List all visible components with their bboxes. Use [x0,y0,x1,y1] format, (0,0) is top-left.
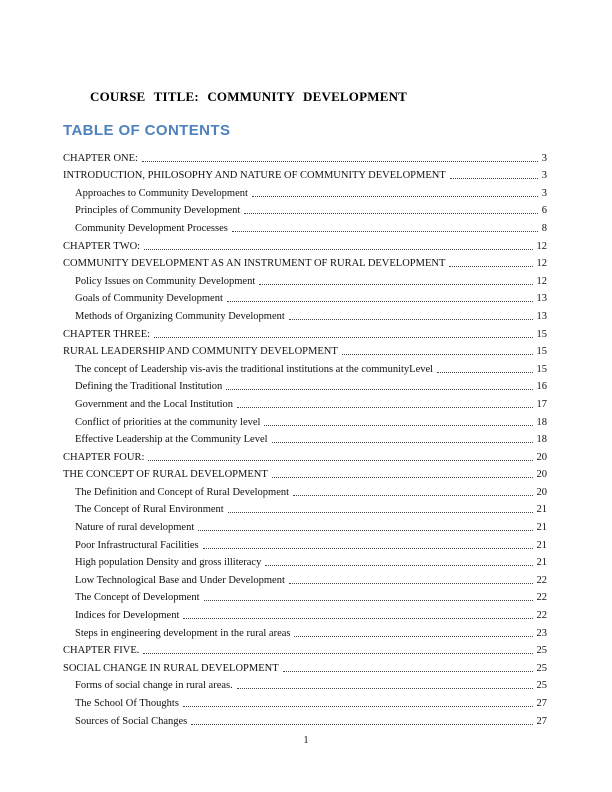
toc-entry-page: 21 [536,539,547,551]
dotted-leader [272,472,533,478]
toc-entry-label: The Definition and Concept of Rural Development [75,486,290,498]
toc-entry-label: Government and the Local Institution [75,398,234,410]
toc-entry[interactable] [63,534,547,552]
toc-entry[interactable] [63,429,547,447]
dotted-leader [265,560,532,566]
toc-entry-label: Goals of Community Development [75,293,223,305]
course-title: COURSE TITLE: COMMUNITY DEVELOPMENT [90,89,408,104]
dotted-leader [252,191,538,197]
toc-entry[interactable] [63,692,547,710]
toc-entry[interactable] [63,552,547,570]
toc-entry[interactable] [63,200,547,218]
toc-entry-page: 22 [536,610,547,622]
toc-entry-label: CHAPTER FOUR: [63,451,145,463]
toc-entry-label: Defining the Traditional Institution [75,381,223,393]
toc-entry[interactable] [63,604,547,622]
toc-entry[interactable] [63,464,547,482]
toc-entry-label: Principles of Community Development [75,205,241,217]
toc-entry-label: Low Technological Base and Under Development [75,574,285,586]
dotted-leader [294,631,532,637]
dotted-leader [154,332,532,338]
toc-entry-page: 8 [541,222,547,234]
toc-entry-label: Indices for Development [75,610,180,622]
footer-page-number: 1 [303,735,309,746]
dotted-leader [342,349,533,355]
toc-entry-page: 21 [536,557,547,569]
toc-entry[interactable] [63,165,547,183]
dotted-leader [226,384,532,390]
toc-entry-page: 15 [536,346,547,358]
dotted-leader [283,666,533,672]
toc-entry-label: COMMUNITY DEVELOPMENT AS AN INSTRUMENT OF RURAL DEVELOPMENT [63,258,446,270]
toc-entry-label: Nature of rural development [75,522,195,534]
toc-entry-label: Sources of Social Changes [75,715,188,727]
toc-entry[interactable] [63,182,547,200]
toc-entry-label: INTRODUCTION, PHILOSOPHY AND NATURE OF COMMUNITY DEVELOPMENT [63,170,446,182]
toc-entry[interactable] [63,376,547,394]
toc-entry-label: The Concept of Development [75,592,200,604]
toc-entry-page: 20 [536,469,547,481]
toc-entry-label: The School Of Thoughts [75,698,179,709]
toc-entry-page: 22 [536,592,547,604]
toc-entry-page: 3 [541,187,547,199]
toc-entry[interactable] [63,253,547,271]
toc-entry-label: Approaches to Community Development [75,187,248,199]
toc-entry-page: 17 [536,398,547,410]
toc-entry-label: RURAL LEADERSHIP AND COMMUNITY DEVELOPMENT [63,346,338,358]
dotted-leader [203,543,533,549]
toc-entry-label: Steps in engineering development in the rural areas [75,627,291,639]
dotted-leader [198,525,532,531]
toc-entry[interactable] [63,393,547,411]
toc-list [63,147,547,728]
toc-entry-label: CHAPTER TWO: [63,240,141,252]
dotted-leader [232,226,538,232]
dotted-leader [144,244,532,250]
toc-entry-page: 12 [536,275,547,287]
toc-entry-label: Poor Infrastructural Facilities [75,539,199,551]
toc-entry[interactable] [63,446,547,464]
toc-entry-label: Methods of Organizing Community Development [75,310,285,322]
toc-entry[interactable] [63,358,547,376]
toc-entry-page: 13 [536,293,547,305]
toc-entry[interactable] [63,323,547,341]
toc-entry-label: Community Development Processes [75,222,228,234]
toc-entry[interactable] [63,288,547,306]
toc-entry[interactable] [63,411,547,429]
toc-entry-page: 21 [536,504,547,516]
dotted-leader [228,507,533,513]
toc-entry-label: The concept of Leadership vis-avis the traditional institutions at the communityLevel [75,363,434,375]
toc-entry-label: Conflict of priorities at the community level [75,416,261,428]
toc-entry[interactable] [63,640,547,658]
dotted-leader [237,402,532,408]
toc-entry[interactable] [63,710,547,728]
dotted-leader [191,719,532,725]
toc-entry[interactable] [63,235,547,253]
toc-entry-page: 6 [541,205,547,217]
toc-entry-page: 12 [536,240,547,252]
dotted-leader [289,314,533,320]
toc-entry-label: Policy Issues on Community Development [75,275,256,287]
toc-entry-label: CHAPTER THREE: [63,328,151,340]
toc-entry[interactable] [63,516,547,534]
toc-entry-page: 13 [536,310,547,322]
toc-entry-page: 18 [536,416,547,428]
dotted-leader [449,261,532,267]
toc-entry[interactable] [63,675,547,693]
toc-entry-page: 22 [536,574,547,586]
toc-entry-label: Effective Leadership at the Community Level [75,434,268,446]
toc-entry[interactable] [63,587,547,605]
toc-entry-page: 16 [536,381,547,393]
dotted-leader [183,613,532,619]
dotted-leader [272,437,533,443]
toc-entry-page: 12 [536,258,547,270]
toc-entry-page: 3 [541,152,547,164]
toc-entry[interactable] [63,217,547,235]
dotted-leader [289,578,533,584]
dotted-leader [437,367,532,373]
dotted-leader [293,490,532,496]
toc-entry-page: 27 [536,698,547,709]
toc-entry[interactable] [63,305,547,323]
toc-entry-page: 18 [536,434,547,446]
dotted-leader [142,156,538,162]
toc-entry[interactable] [63,569,547,587]
toc-entry-page: 20 [536,451,547,463]
dotted-leader [237,683,533,689]
dotted-leader [143,648,532,654]
toc-entry-page: 27 [536,715,547,727]
toc-entry-page: 15 [536,363,547,375]
toc-entry-page: 3 [541,170,547,182]
toc-entry-label: The Concept of Rural Environment [75,504,224,516]
toc-entry[interactable] [63,341,547,359]
dotted-leader [227,296,533,302]
toc-entry-page: 25 [536,662,547,674]
dotted-leader [183,701,533,707]
dotted-leader [204,595,533,601]
toc-entry-label: CHAPTER FIVE. [63,645,140,657]
toc-entry[interactable] [63,270,547,288]
dotted-leader [259,279,532,285]
toc-entry-label: High population Density and gross illiteracy [75,557,262,569]
toc-entry[interactable] [63,481,547,499]
toc-entry[interactable] [63,657,547,675]
toc-entry-page: 21 [536,522,547,534]
toc-entry-page: 15 [536,328,547,340]
dotted-leader [264,420,532,426]
toc-entry-label: THE CONCEPT OF RURAL DEVELOPMENT [63,469,268,481]
toc-entry-page: 20 [536,486,547,498]
toc-entry-page: 23 [536,627,547,639]
toc-entry-page: 25 [536,645,547,657]
toc-entry[interactable] [63,147,547,165]
toc-entry-label: Forms of social change in rural areas. [75,680,233,692]
toc-entry[interactable] [63,622,547,640]
toc-entry-label: SOCIAL CHANGE IN RURAL DEVELOPMENT [63,662,279,674]
toc-entry[interactable] [63,499,547,517]
dotted-leader [148,455,532,461]
dotted-leader [244,208,537,214]
toc-entry-label: CHAPTER ONE: [63,152,138,164]
dotted-leader [450,173,538,179]
toc-heading: TABLE OF CONTENTS [63,122,231,139]
toc-entry-page: 25 [536,680,547,692]
